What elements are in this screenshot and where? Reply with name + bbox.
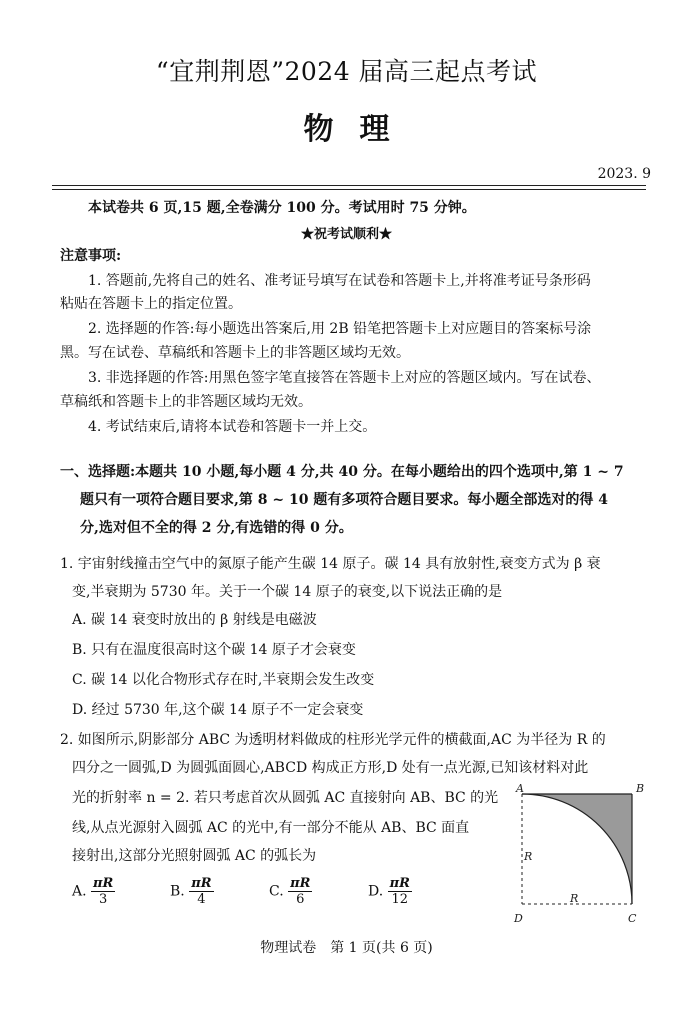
header-rule-thick — [52, 185, 646, 186]
option-fraction — [91, 876, 115, 907]
section-heading-line: 一、选择题:本题共 10 小题,每小题 4 分,共 40 分。在每小题给出的四个选项中,第 1 ~ 7 — [60, 464, 624, 480]
q1-option-c: C. 碳 14 以化合物形式存在时,半衰期会发生改变 — [72, 672, 375, 688]
fraction-numerator: πR — [389, 876, 410, 891]
q2-option-a — [72, 876, 115, 907]
q2-figure — [508, 782, 648, 928]
q2-stem-line: 光的折射率 n = 2. 若只考虑首次从圆弧 AC 直接射向 AB、BC 的光 — [72, 790, 499, 806]
q2-stem-line: 2. 如图所示,阴影部分 ABC 为透明材料做成的柱形光学元件的横截面,AC 为半径为 R 的 — [60, 732, 606, 748]
exam-title: “宜荆荆恩”2024 届高三起点考试 — [155, 57, 538, 86]
exam-info: 本试卷共 6 页,15 题,全卷满分 100 分。考试用时 75 分钟。 — [88, 200, 476, 216]
label-c: C — [628, 912, 637, 925]
note-line: 4. 考试结束后,请将本试卷和答题卡一并上交。 — [88, 419, 377, 435]
label-a: A — [516, 782, 524, 795]
label-b: B — [636, 782, 645, 795]
exam-date: 2023. 9 — [597, 166, 651, 182]
option-label: C. — [269, 883, 284, 900]
header-rule-thin — [52, 189, 646, 190]
q1-stem-line: 1. 宇宙射线撞击空气中的氮原子能产生碳 14 原子。碳 14 具有放射性,衰变方式为 β 衰 — [60, 556, 601, 572]
option-fraction — [189, 876, 213, 907]
option-fraction — [388, 876, 412, 907]
q2-option-d — [368, 876, 412, 907]
q1-stem-line: 变,半衰期为 5730 年。关于一个碳 14 原子的衰变,以下说法正确的是 — [72, 584, 503, 600]
subject-title: 物理 — [303, 112, 416, 147]
q2-stem-line: 接射出,这部分光照射圆弧 AC 的弧长为 — [72, 848, 317, 864]
note-line: 2. 选择题的作答:每小题选出答案后,用 2B 铅笔把答题卡上对应题目的答案标号涂 — [88, 321, 592, 337]
fraction-denominator: 12 — [391, 892, 409, 907]
wish-line: ★祝考试顺利★ — [300, 227, 392, 242]
fraction-numerator: πR — [191, 876, 212, 891]
q2-option-c — [269, 876, 312, 907]
note-line: 粘贴在答题卡上的指定位置。 — [60, 296, 242, 312]
page-footer: 物理试卷 第 1 页(共 6 页) — [260, 940, 433, 956]
q1-option-a: A. 碳 14 衰变时放出的 β 射线是电磁波 — [72, 612, 317, 628]
option-label: A. — [72, 883, 87, 900]
q1-option-d: D. 经过 5730 年,这个碳 14 原子不一定会衰变 — [72, 702, 364, 718]
option-label: D. — [368, 883, 384, 900]
note-line: 1. 答题前,先将自己的姓名、准考证号填写在试卷和答题卡上,并将准考证号条形码 — [88, 273, 591, 289]
q2-stem-line: 线,从点光源射入圆弧 AC 的光中,有一部分不能从 AB、BC 面直 — [72, 820, 470, 836]
note-line: 草稿纸和答题卡上的非答题区域均无效。 — [60, 394, 312, 410]
label-d: D — [514, 912, 523, 925]
notes-title: 注意事项: — [60, 248, 122, 264]
section-heading-line: 题只有一项符合题目要求,第 8 ~ 10 题有多项符合题目要求。每小题全部选对的得 4 — [80, 492, 608, 508]
fraction-denominator: 6 — [296, 892, 305, 907]
fraction-denominator: 4 — [197, 892, 206, 907]
q2-stem-line: 四分之一圆弧,D 为圆弧面圆心,ABCD 构成正方形,D 处有一点光源,已知该材料对此 — [72, 760, 589, 776]
q1-option-b: B. 只有在温度很高时这个碳 14 原子才会衰变 — [72, 642, 356, 658]
fraction-denominator: 3 — [99, 892, 108, 907]
note-line: 黑。写在试卷、草稿纸和答题卡上的非答题区域均无效。 — [60, 345, 410, 361]
note-line: 3. 非选择题的作答:用黑色签字笔直接答在答题卡上对应的答题区域内。写在试卷、 — [88, 370, 601, 386]
option-fraction — [288, 876, 312, 907]
fraction-numerator: πR — [290, 876, 311, 891]
option-label: B. — [170, 883, 185, 900]
q2-option-b — [170, 876, 214, 907]
label-r-bottom: R — [570, 892, 579, 905]
shaded-region-abc — [522, 794, 632, 904]
label-r-left: R — [524, 850, 533, 863]
fraction-numerator: πR — [93, 876, 114, 891]
section-heading-line: 分,选对但不全的得 2 分,有选错的得 0 分。 — [80, 520, 353, 536]
